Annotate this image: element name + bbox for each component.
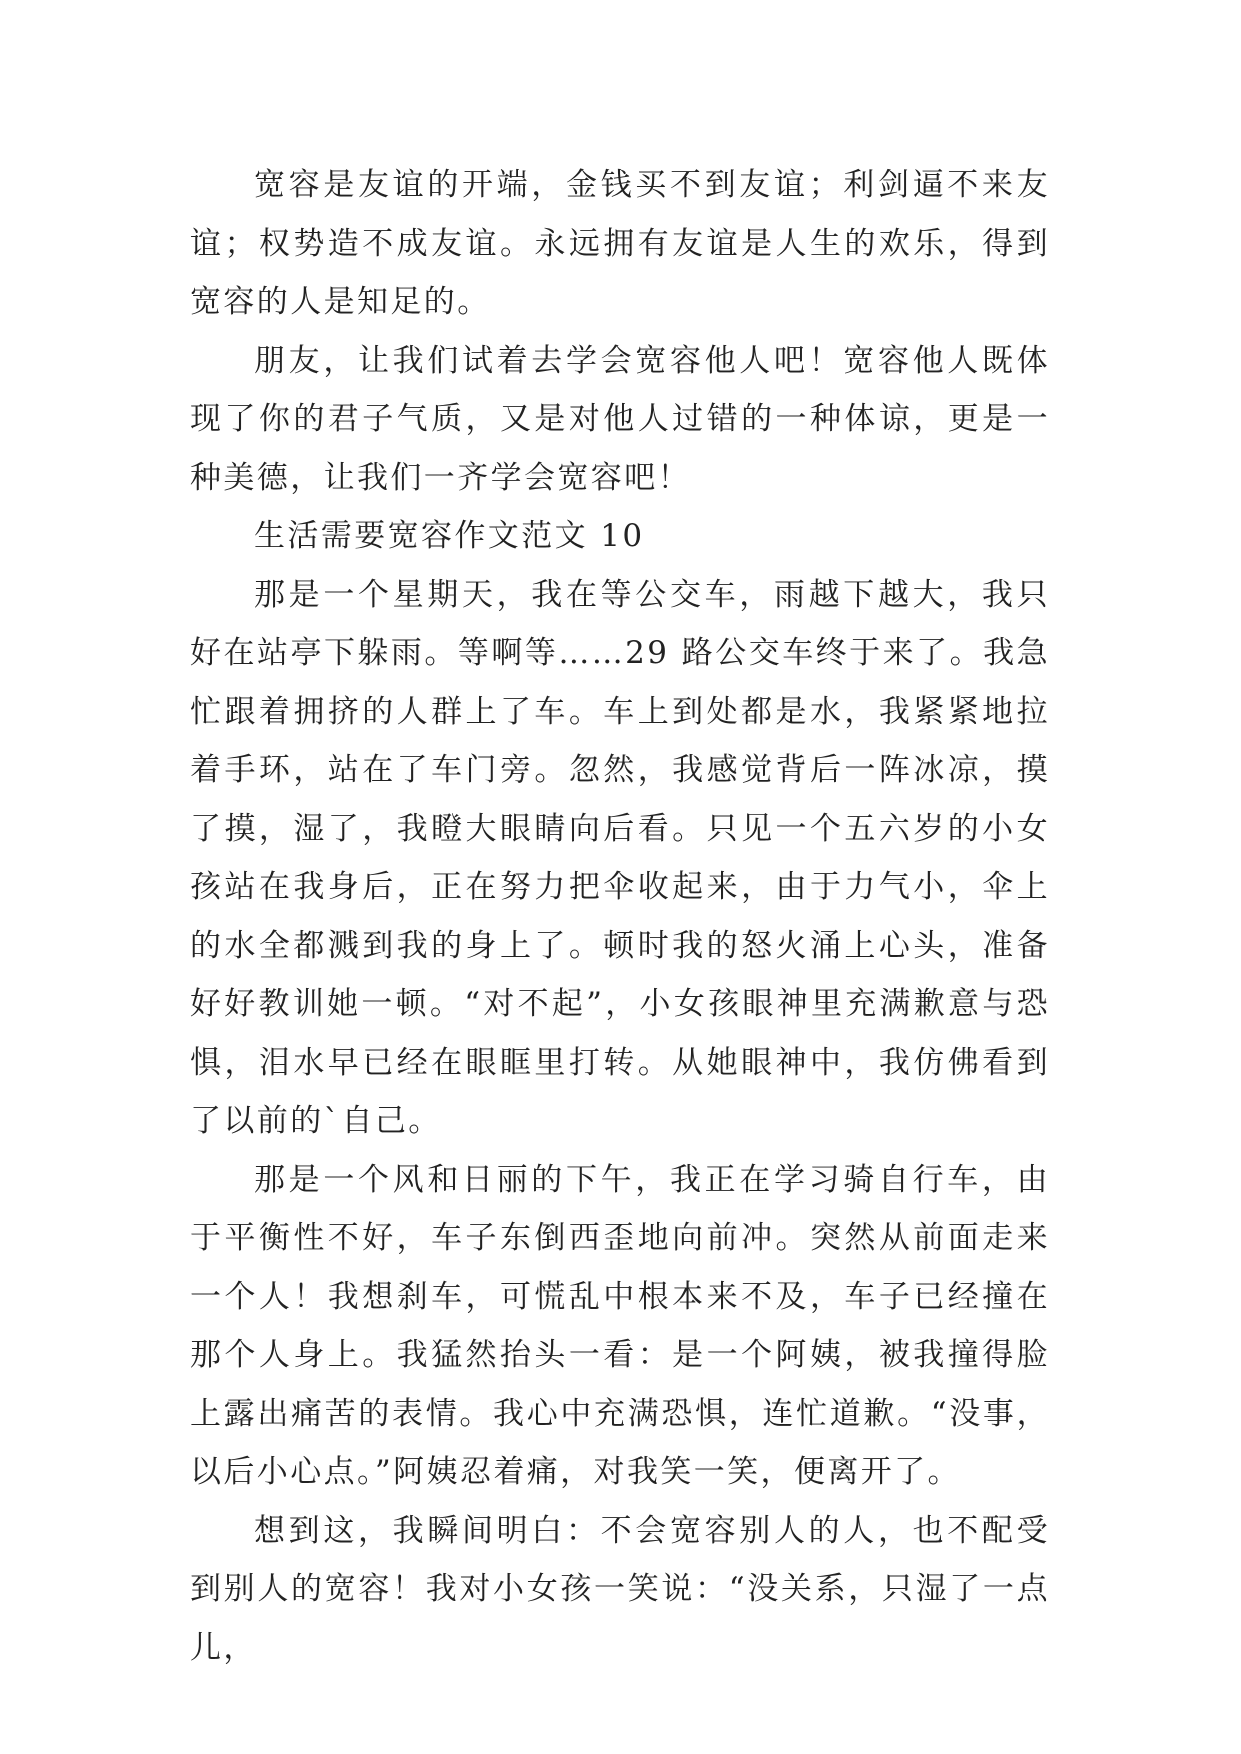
paragraph-learn-tolerance: 朋友，让我们试着去学会宽容他人吧！宽容他人既体现了你的君子气质，又是对他人过错的一种体谅，更是一种美德，让我们一齐学会宽容吧！ [190,342,1050,496]
essay-title: 生活需要宽容作文范文 10 [254,518,645,554]
document-body [190,156,1050,1677]
paragraph-bicycle-memory: 那是一个风和日丽的下午，我正在学习骑自行车，由于平衡性不好，车子东倒西歪地向前冲。突然从前面走来一个人！我想刹车，可慌乱中根本来不及，车子已经撞在那个人身上。我猛然抬头一看：是一个阿姨，被我撞得脸上露出痛苦的表情。我心中充满恐惧，连忙道歉。“没事，以后小心点。”阿姨忍着痛，对我笑一笑，便离开了。 [190,1161,1050,1490]
paragraph-friendship: 宽容是友谊的开端，金钱买不到友谊；利剑逼不来友谊；权势造不成友谊。永远拥有友谊是人生的欢乐，得到宽容的人是知足的。 [190,167,1050,320]
paragraph-bus-story: 那是一个星期天，我在等公交车，雨越下越大，我只好在站亭下躲雨。等啊等……29 路公交车终于来了。我急忙跟着拥挤的人群上了车。车上到处都是水，我紧紧地拉着手环，站在了车门旁。忽然，我感觉背后一阵冰凉，摸了摸，湿了，我瞪大眼睛向后看。只见一个五六岁的小女孩站在我身后，正在努力把伞收起来，由于力气小，伞上的水全都溅到我的身上了。顿时我的怒火涌上心头，准备好好教训她一顿。“对不起”，小女孩眼神里充满歉意与恐惧，泪水早已经在眼眶里打转。从她眼神中，我仿佛看到了以前的`自己。 [190,576,1050,1139]
paragraph-realization: 想到这，我瞬间明白：不会宽容别人的人，也不配受到别人的宽容！我对小女孩一笑说：“没关系，只湿了一点儿， [190,1512,1050,1666]
